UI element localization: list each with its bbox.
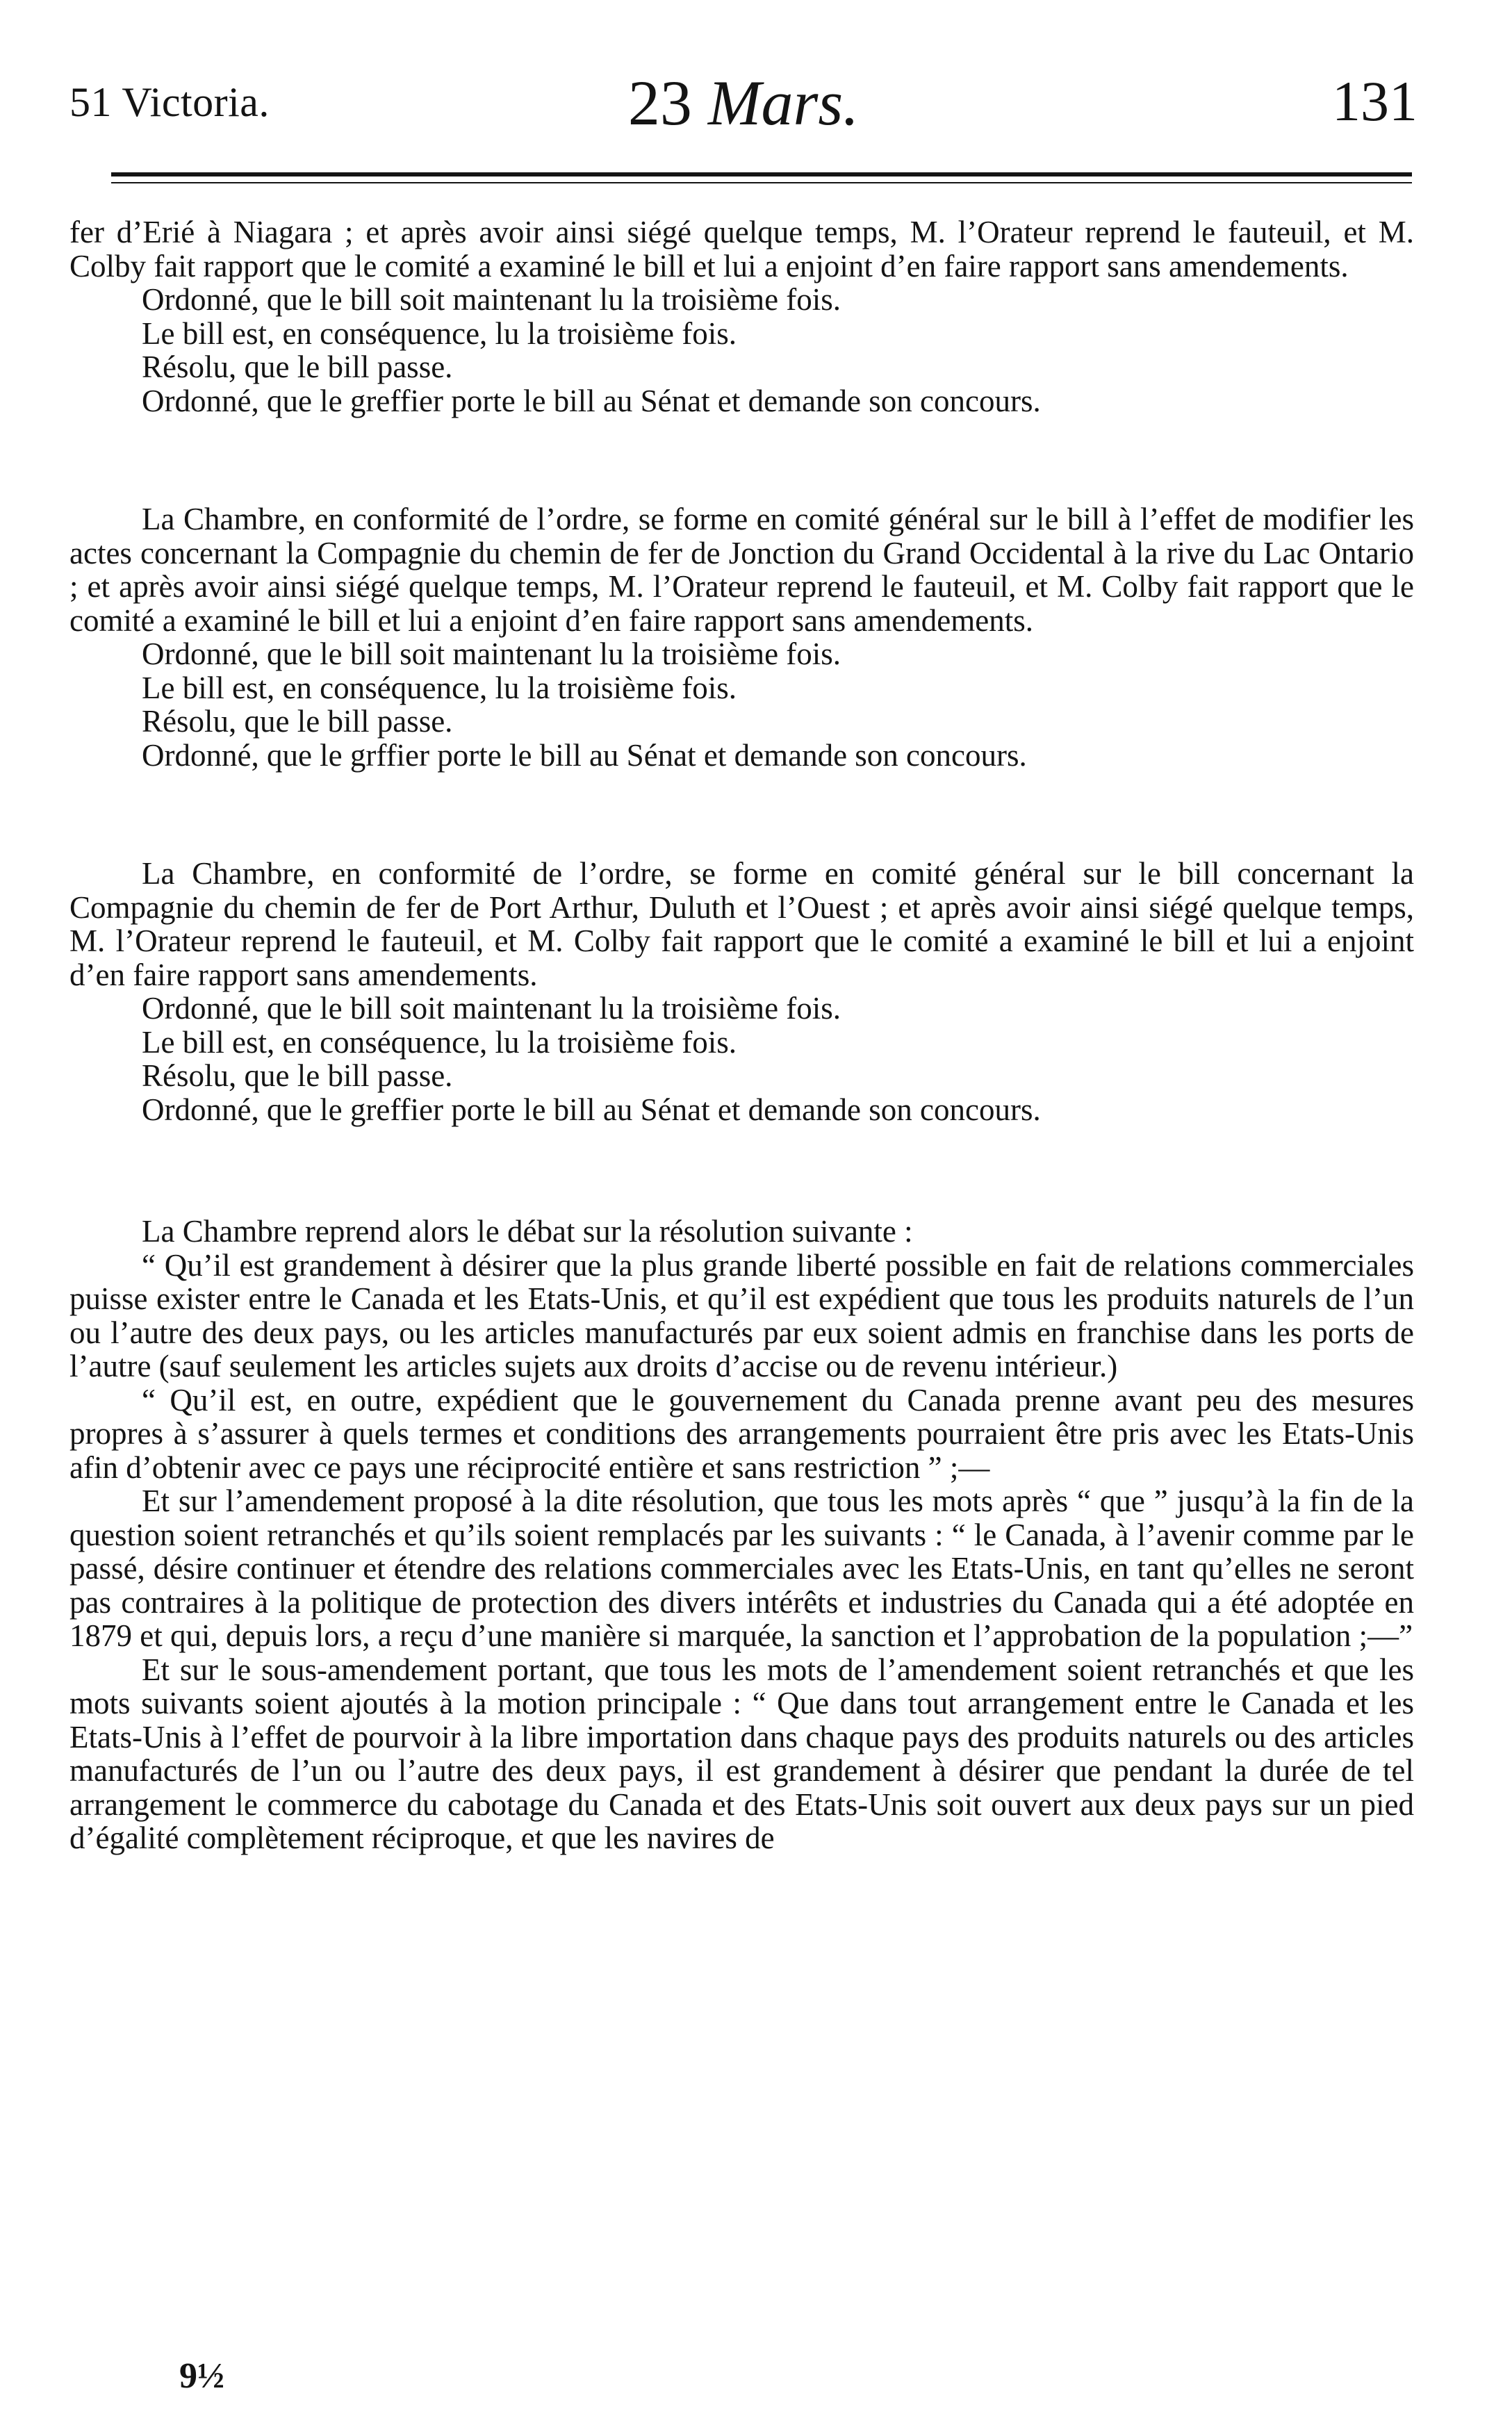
paragraph-third-reading: Le bill est, en conséquence, lu la troisième fois. <box>142 315 737 351</box>
paragraph-amendment: Et sur l’amendement proposé à la dite résolution, que tous les mots après “ que ” jusqu’à la fin de la question soient retranchés et qu’ils soient remplacés par les suivants : “ le Canada, à l’avenir comme par le passé, désire continuer et étendre des relations commerciales avec les Etats-Unis, en tant qu’elles ne seront pas contraires à la politique de protection des divers intérêts et industries du Canada qui a été adoptée en 1879 et qui, depuis lors, a reçu d’une manière si marquée, la sanction et l’approbation de la population ;—” <box>69 1484 1414 1653</box>
date-month: Mars. <box>707 67 860 138</box>
section-gap <box>69 772 1414 857</box>
page-number: 131 <box>1332 69 1418 133</box>
paragraph-ordered-senate: Ordonné, que le greffier porte le bill au Sénat et demande son concours. <box>142 383 1041 418</box>
paragraph-ordered-third-reading: Ordonné, que le bill soit maintenant lu la troisième fois. <box>142 991 841 1026</box>
regnal-year: 51 Victoria. <box>69 79 270 125</box>
page-header <box>69 66 1418 142</box>
paragraph-ordered-senate: Ordonné, que le greffier porte le bill au Sénat et demande son concours. <box>142 1092 1041 1127</box>
paragraph-resolution-part-2: “ Qu’il est, en outre, expédient que le gouvernement du Canada prenne avant peu des mesures propres à s’assurer à quels termes et conditions des arrangements pourraient être pris avec les Etats-Unis afin d’obtenir avec ce pays une réciprocité entière et sans restriction ” ;— <box>69 1382 1414 1485</box>
paragraph-resolved: Résolu, que le bill passe. <box>142 704 453 739</box>
section-gap <box>69 418 1414 502</box>
paragraph: fer d’Erié à Niagara ; et après avoir ainsi siégé quelque temps, M. l’Orateur reprend le fauteuil, et M. Colby fait rapport que le comité a examiné le bill et lui a enjoint d’en faire rapport sans amendements. <box>69 215 1414 283</box>
paragraph-resolved: Résolu, que le bill passe. <box>142 1058 453 1093</box>
signature-mark: 9½ <box>179 2356 224 2396</box>
paragraph-third-reading: Le bill est, en conséquence, lu la troisième fois. <box>142 670 737 705</box>
paragraph-ordered-senate: Ordonné, que le grffier porte le bill au Sénat et demande son concours. <box>142 737 1027 773</box>
paragraph-third-reading: Le bill est, en conséquence, lu la troisième fois. <box>142 1024 737 1060</box>
section-gap <box>69 1126 1414 1215</box>
section-grand-trunk-erie <box>69 215 1414 418</box>
date-day: 23 <box>627 67 692 138</box>
paragraph-debate-intro: La Chambre reprend alors le débat sur la résolution suivante : <box>142 1214 913 1249</box>
paragraph: La Chambre, en conformité de l’ordre, se forme en comité général sur le bill à l’effet de modifier les actes concernant la Compagnie du chemin de fer de Jonction du Grand Occidental à la rive du Lac Ontario ; et après avoir ainsi siégé quelque temps, M. l’Orateur reprend le fauteuil, et M. Colby fait rapport que le comité a examiné le bill et lui a enjoint d’en faire rapport sans amendements. <box>69 502 1414 638</box>
paragraph-sub-amendment: Et sur le sous-amendement portant, que tous les mots de l’amendement soient retranchés et que les mots suivants soient ajoutés à la motion principale : “ Que dans tout arrangement entre le Canada et les Etats-Unis à l’effet de pourvoir à la libre importation dans chaque pays des produits naturels ou des articles manufacturés de l’un ou l’autre des deux pays, il est grandement à désirer que pendant la durée de tel arrangement le commerce du cabotage du Canada et des Etats-Unis soit ouvert aux deux pays sur un pied d’égalité complètement réciproque, et que les navires de <box>69 1652 1414 1855</box>
section-port-arthur-duluth <box>69 857 1414 1126</box>
paragraph-ordered-third-reading: Ordonné, que le bill soit maintenant lu la troisième fois. <box>142 282 841 317</box>
paragraph-resolution-part-1: “ Qu’il est grandement à désirer que la plus grande liberté possible en fait de relations commerciales puisse exister entre le Canada et les Etats-Unis, et qu’il est expédient que tous les produits naturels de l’un ou l’autre des deux pays, ou les articles manufacturés par eux soient admis en franchise dans les ports de l’autre (sauf seulement les articles sujets aux droits d’accise ou de revenu intérieur.) <box>69 1247 1414 1383</box>
header-rule-thick <box>111 172 1412 176</box>
page-date <box>69 66 1418 140</box>
paragraph: La Chambre, en conformité de l’ordre, se forme en comité général sur le bill concernant la Compagnie du chemin de fer de Port Arthur, Duluth et l’Ouest ; et après avoir ainsi siégé quelque temps, M. l’Orateur reprend le fauteuil, et M. Colby fait rapport que le comité a examiné le bill et lui a enjoint d’en faire rapport sans amendements. <box>69 856 1414 992</box>
section-grand-occidental <box>69 502 1414 772</box>
paragraph-ordered-third-reading: Ordonné, que le bill soit maintenant lu la troisième fois. <box>142 636 841 671</box>
paragraph-resolved: Résolu, que le bill passe. <box>142 350 453 384</box>
section-reciprocity-debate <box>69 1215 1414 1855</box>
body-text <box>69 215 1414 1855</box>
header-rule-thin <box>111 182 1412 183</box>
